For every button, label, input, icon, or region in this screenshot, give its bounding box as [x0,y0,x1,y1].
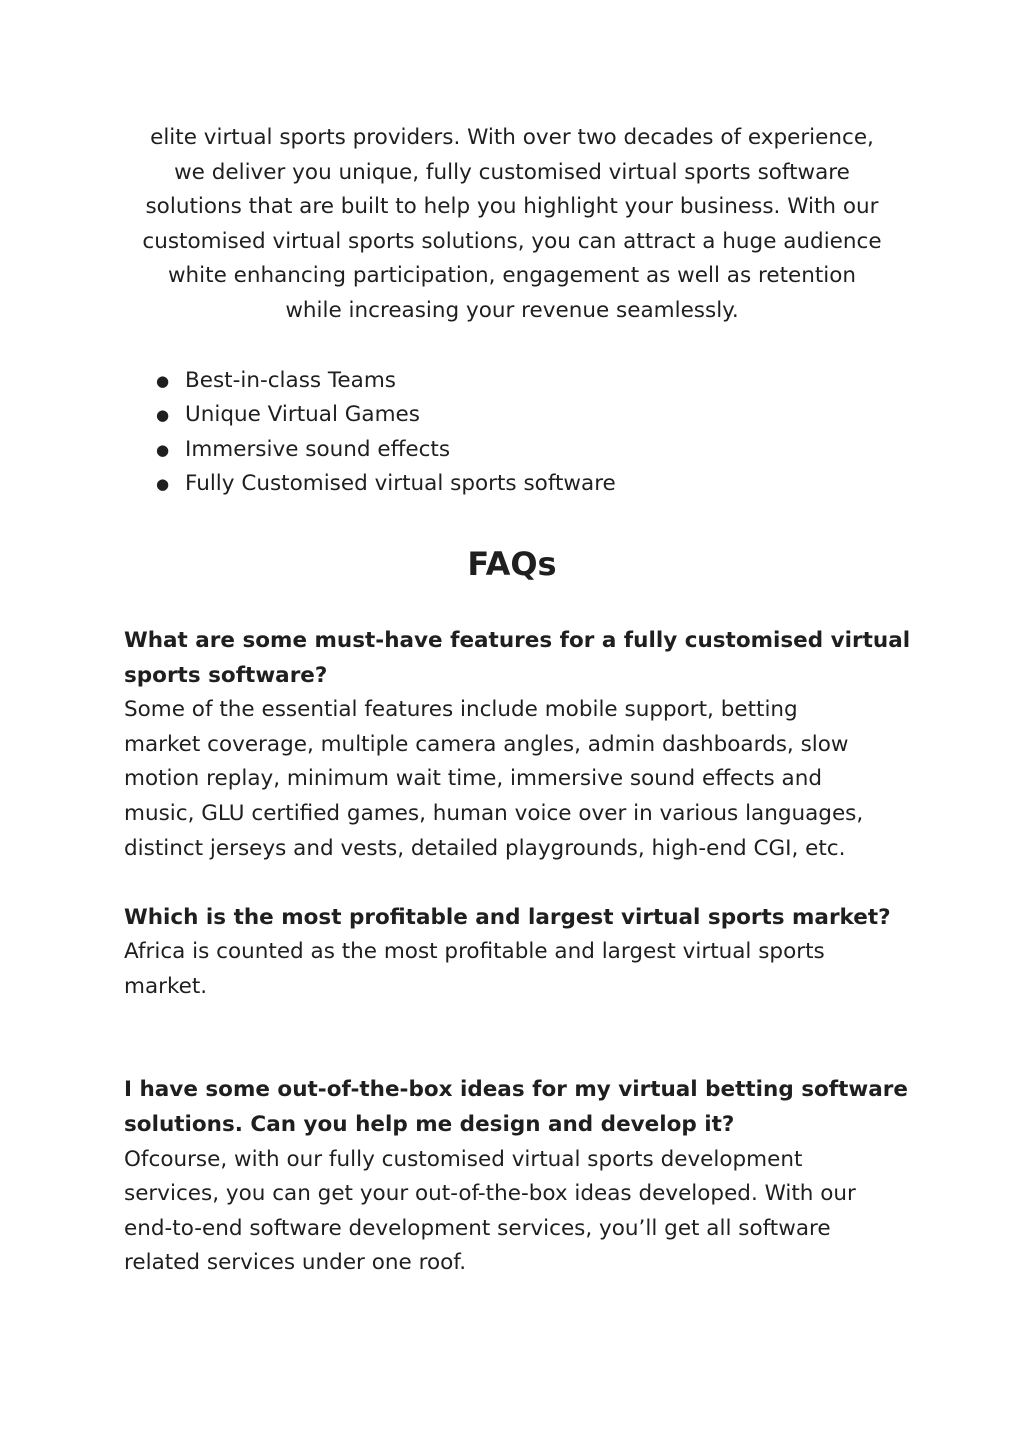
faq-list [124,624,911,1281]
faq-answer-line: end-to-end software development services, you’ll get all software [124,1215,831,1241]
faq-answer-line: music, GLU certified games, human voice over in various languages, [124,800,864,826]
faq-answer-line: Some of the essential features include mobile support, betting [124,697,798,723]
faq-answer-line: distinct jerseys and vests, detailed playgrounds, high-end CGI, etc. [124,835,846,861]
faq-heading: FAQs [467,544,557,583]
faq-item [124,901,900,1005]
faq-answer-line: services, you can get your out-of-the-box ideas developed. With our [124,1181,856,1207]
faq-question [124,624,911,693]
intro-line: white enhancing participation, engagement as well as retention [167,263,857,289]
faq-question [124,1073,908,1142]
feature-label: Unique Virtual Games [185,402,420,428]
faq-item [124,1073,908,1281]
faq-question-line: I have some out-of-the-box ideas for my virtual betting software [124,1077,908,1103]
feature-label: Best-in-class Teams [185,367,396,393]
faq-answer-line: Ofcourse, with our fully customised virtual sports development [124,1146,803,1172]
feature-list [124,364,900,502]
faq-question [124,901,900,936]
feature-item [124,364,900,399]
bullet-icon: ● [156,475,170,494]
intro-line: elite virtual sports providers. With over two decades of experience, [150,125,874,150]
feature-item [124,467,900,502]
faq-answer-line: market. [124,973,208,999]
intro-line: solutions that are built to help you highlight your business. With our [145,194,879,220]
faq-answer-line: related services under one roof. [124,1250,467,1276]
feature-label: Fully Customised virtual sports software [185,471,616,497]
faq-question-line: Which is the most profitable and largest virtual sports market? [124,904,891,930]
faq-question-line: What are some must-have features for a fully customised virtual [124,627,911,653]
feature-item [124,433,900,468]
intro-line: customised virtual sports solutions, you can attract a huge audience [142,228,882,254]
faq-answer [124,935,900,1004]
intro-line: while increasing your revenue seamlessly. [285,297,739,323]
faq-answer-line: market coverage, multiple camera angles, admin dashboards, slow [124,731,849,757]
faq-answer-line: motion replay, minimum wait time, immersive sound effects and [124,766,822,792]
intro-paragraph [124,121,900,329]
document-page [124,121,911,1281]
intro-line: we deliver you unique, fully customised virtual sports software [174,159,850,185]
feature-item [124,398,900,433]
bullet-icon: ● [156,440,170,459]
faq-question-line: sports software? [124,662,328,688]
feature-label: Immersive sound effects [185,436,451,462]
bullet-icon: ● [156,406,170,425]
faq-item [124,624,911,866]
faq-answer [124,693,900,866]
faq-question-line: solutions. Can you help me design and develop it? [124,1112,735,1138]
bullet-icon: ● [156,371,170,390]
faq-answer [124,1143,900,1281]
faq-answer-line: Africa is counted as the most profitable and largest virtual sports [124,939,825,965]
